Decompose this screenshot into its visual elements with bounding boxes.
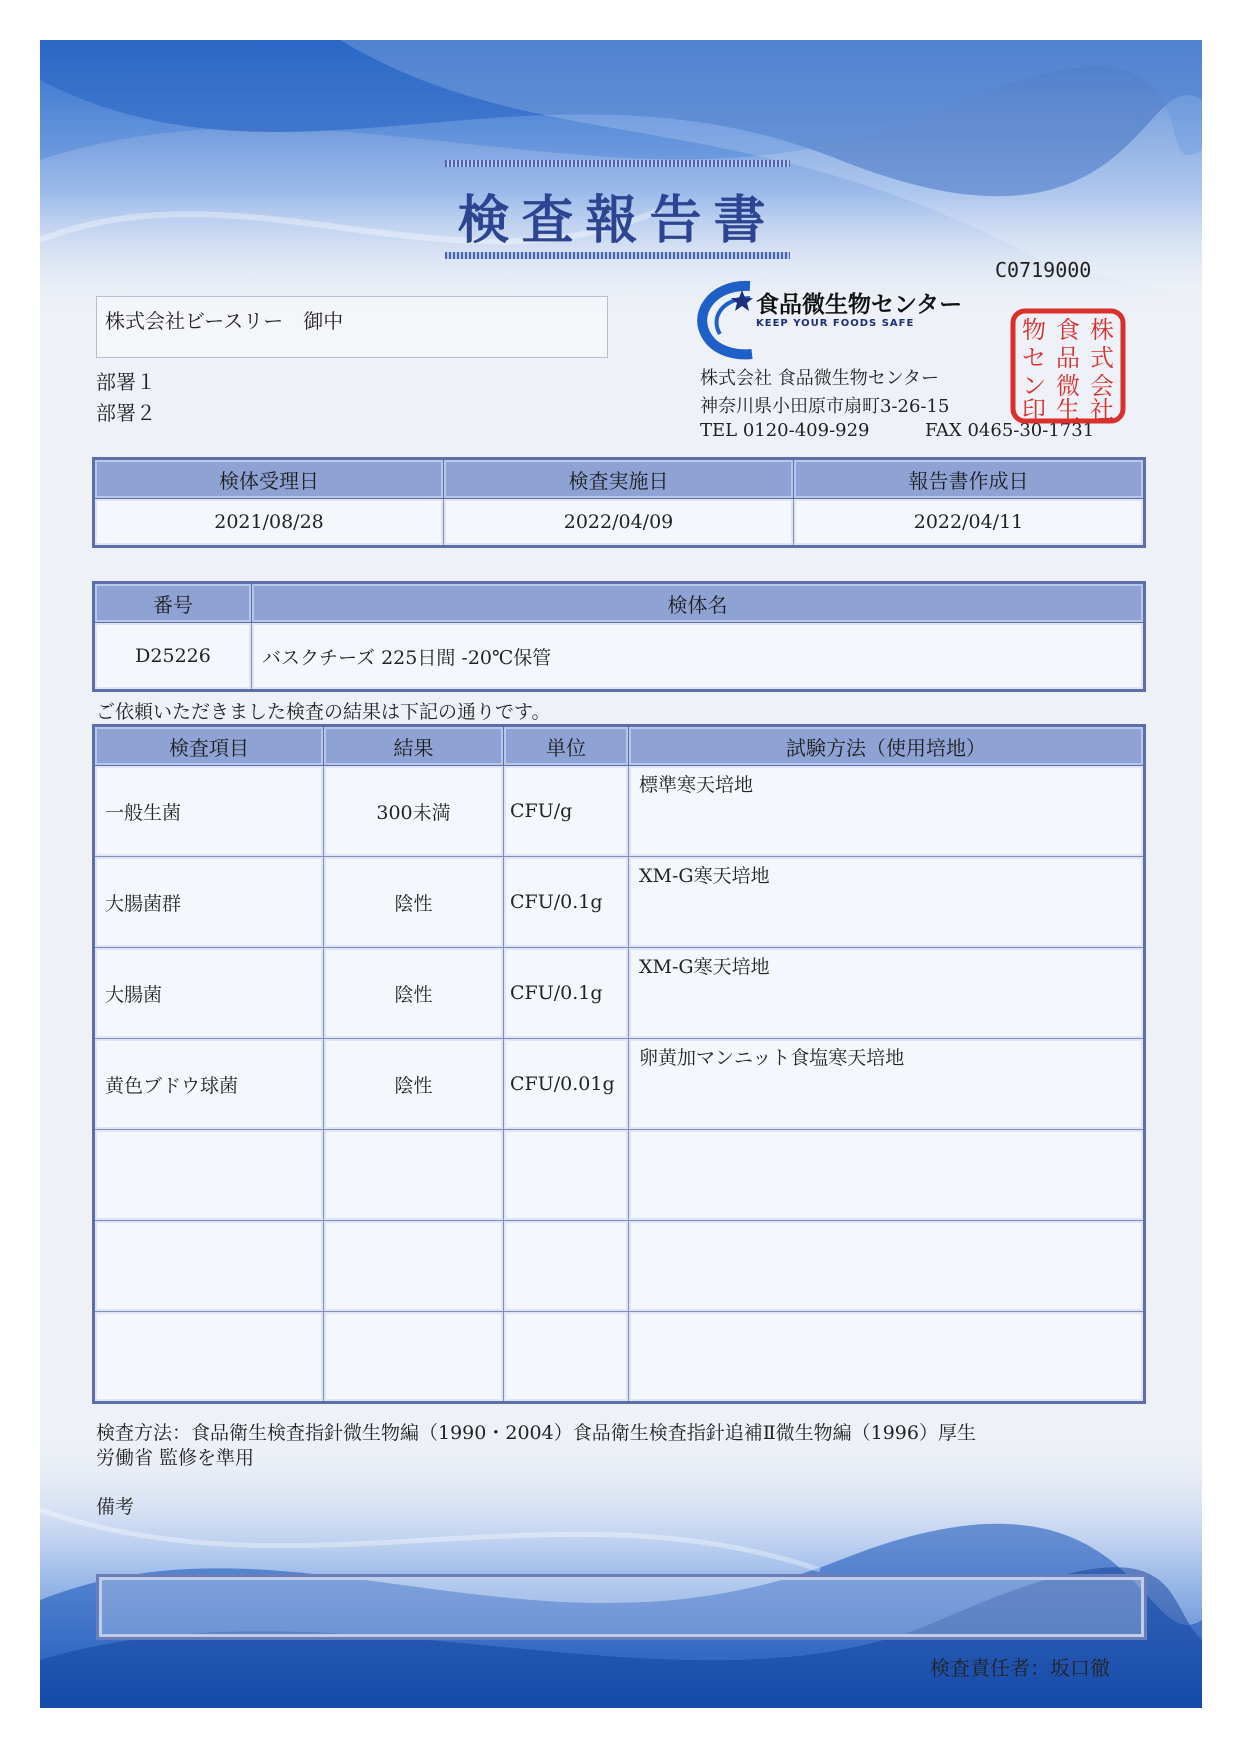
- row-unit: [504, 1130, 629, 1221]
- title-block: [445, 160, 790, 265]
- results-header-unit: 単位: [504, 726, 629, 766]
- table-row: [94, 766, 1145, 857]
- row-unit: [504, 1221, 629, 1312]
- table-row: [94, 1221, 1145, 1312]
- row-result: [324, 1130, 504, 1221]
- department-1: 部署１: [96, 370, 156, 394]
- issuer-company: 株式会社 食品微生物センター: [700, 368, 940, 389]
- sample-table: [92, 581, 1146, 692]
- dates-header-reported: 報告書作成日: [794, 459, 1145, 499]
- table-row: [94, 1130, 1145, 1221]
- row-item: [94, 1312, 324, 1403]
- row-method: 卵黄加マンニット食塩寒天培地: [629, 1039, 1145, 1130]
- row-result: 陰性: [324, 1039, 504, 1130]
- company-seal-icon: [1010, 308, 1126, 424]
- logo-swoosh-icon: [690, 276, 760, 360]
- row-unit: CFU/0.1g: [504, 857, 629, 948]
- sample-header-number: 番号: [94, 583, 252, 623]
- row-item: [94, 1221, 324, 1312]
- svg-text:株: 株: [1090, 316, 1114, 344]
- row-method: [629, 1130, 1145, 1221]
- svg-text:生: 生: [1056, 396, 1080, 424]
- method-note-line2: 労働省 監修を準用: [96, 1447, 255, 1469]
- row-method: 標準寒天培地: [629, 766, 1145, 857]
- intro-text: ご依頼いただきました検査の結果は下記の通りです。: [96, 701, 551, 723]
- row-method: [629, 1221, 1145, 1312]
- svg-text:物: 物: [1022, 316, 1046, 344]
- sample-header-name: 検体名: [252, 583, 1145, 623]
- document-number: C0719000: [995, 258, 1092, 282]
- row-unit: CFU/0.1g: [504, 948, 629, 1039]
- addressee-text: 株式会社ビースリー 御中: [105, 309, 344, 333]
- svg-text:セ: セ: [1022, 344, 1046, 372]
- issuer-tel: TEL 0120-409-929: [700, 420, 870, 441]
- date-tested: 2022/04/09: [444, 499, 794, 547]
- row-result: [324, 1221, 504, 1312]
- results-header-method: 試験方法（使用培地）: [629, 726, 1145, 766]
- company-logo: [690, 276, 1010, 360]
- row-item: [94, 1130, 324, 1221]
- svg-text:会: 会: [1090, 372, 1114, 400]
- report-sheet: [40, 40, 1202, 1708]
- method-note-line1: 検査方法：食品衛生検査指針微生物編（1990・2004）食品衛生検査指針追補Ⅱ微生物編（1996）厚生: [96, 1422, 976, 1444]
- row-result: 300未満: [324, 766, 504, 857]
- issuer-address: 神奈川県小田原市扇町3-26-15: [700, 396, 950, 417]
- results-table: [92, 724, 1146, 1404]
- table-row: [94, 948, 1145, 1039]
- results-header-item: 検査項目: [94, 726, 324, 766]
- issuer-fax: FAX 0465-30-1731: [925, 420, 1095, 441]
- dates-table: [92, 457, 1146, 548]
- row-result: 陰性: [324, 948, 504, 1039]
- sample-name: バスクチーズ 225日間 -20℃保管: [252, 623, 1145, 691]
- row-item: 一般生菌: [94, 766, 324, 857]
- row-unit: [504, 1312, 629, 1403]
- date-received: 2021/08/28: [94, 499, 444, 547]
- svg-text:微: 微: [1056, 372, 1080, 400]
- logo-tagline: KEEP YOUR FOODS SAFE: [756, 318, 915, 329]
- row-method: [629, 1312, 1145, 1403]
- remarks-box: [96, 1574, 1147, 1640]
- title-bottom-rule: [445, 252, 790, 259]
- remarks-label: 備考: [96, 1496, 135, 1518]
- svg-text:品: 品: [1056, 344, 1080, 372]
- dates-header-received: 検体受理日: [94, 459, 444, 499]
- row-item: 大腸菌群: [94, 857, 324, 948]
- date-reported: 2022/04/11: [794, 499, 1145, 547]
- svg-text:社: 社: [1090, 396, 1114, 424]
- svg-text:ン: ン: [1022, 372, 1046, 400]
- table-row: [94, 857, 1145, 948]
- row-method: XM-G寒天培地: [629, 948, 1145, 1039]
- department-2: 部署２: [96, 401, 156, 425]
- results-header-result: 結果: [324, 726, 504, 766]
- sample-number: D25226: [94, 623, 252, 691]
- row-item: 大腸菌: [94, 948, 324, 1039]
- svg-text:食: 食: [1056, 316, 1080, 344]
- svg-text:式: 式: [1090, 344, 1114, 372]
- row-item: 黄色ブドウ球菌: [94, 1039, 324, 1130]
- dates-header-tested: 検査実施日: [444, 459, 794, 499]
- inspector: 検査責任者：坂口徹: [930, 1656, 1110, 1680]
- logo-name: 食品微生物センター: [756, 292, 963, 318]
- row-method: XM-G寒天培地: [629, 857, 1145, 948]
- row-unit: CFU/g: [504, 766, 629, 857]
- svg-text:印: 印: [1022, 396, 1046, 424]
- row-unit: CFU/0.01g: [504, 1039, 629, 1130]
- table-row: [94, 1312, 1145, 1403]
- page-title: 検査報告書: [457, 190, 778, 251]
- table-row: [94, 1039, 1145, 1130]
- row-result: 陰性: [324, 857, 504, 948]
- row-result: [324, 1312, 504, 1403]
- addressee-box: [96, 296, 608, 358]
- title-top-rule: [445, 160, 790, 167]
